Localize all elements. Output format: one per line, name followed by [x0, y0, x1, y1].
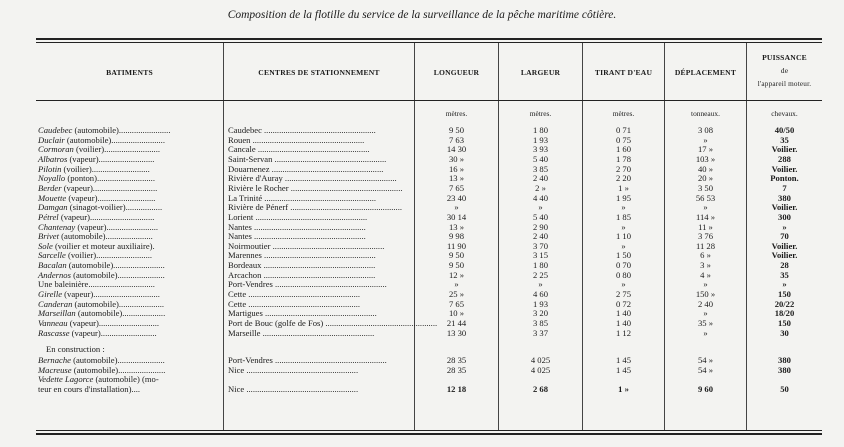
puissance-cell: »: [782, 221, 787, 232]
deplacement-cell: 9 60: [697, 383, 714, 394]
batiment-type: (automobile)....................: [75, 308, 166, 319]
largeur-cell: 5 40: [532, 211, 549, 222]
batiment-type: (voilier)..........................: [65, 250, 153, 261]
batiment-type: (automobile)........................: [72, 125, 171, 135]
largeur-cell: »: [538, 279, 543, 290]
largeur-cell: 2 40: [532, 231, 549, 242]
longueur-cell: 23 40: [446, 192, 467, 203]
batiment-type: (automobile)......................: [59, 231, 153, 242]
largeur-cell: 4 40: [532, 192, 549, 203]
leader-dots: ....................................................: [252, 134, 365, 145]
leader-dots: ....................................................: [265, 308, 377, 319]
unit-puissance: chevaux.: [771, 109, 798, 118]
deplacement-cell: 150 »: [695, 289, 716, 300]
header-tirant: TIRANT D'EAU: [594, 68, 653, 77]
longueur-cell: 13 30: [446, 327, 467, 338]
largeur-cell: 5 40: [532, 153, 549, 164]
centre-cell: Rivière le Rocher ....................................................: [228, 182, 403, 193]
largeur-cell: 4 025: [530, 354, 551, 365]
tirant-cell: 1 85: [615, 211, 632, 222]
header-puissance-moteur: l'appareil moteur.: [757, 80, 812, 88]
tirant-cell: 1 12: [615, 327, 632, 338]
batiment-type: (automobile)........................: [66, 260, 165, 271]
deplacement-cell: 11 »: [698, 221, 713, 232]
largeur-cell: 1 80: [532, 260, 549, 271]
leader-dots: ....................................................: [254, 231, 366, 242]
largeur-cell: 3 15: [532, 250, 549, 261]
batiment-name: Sole: [38, 240, 53, 251]
tirant-cell: 1 »: [618, 182, 629, 193]
puissance-cell: Voilier.: [771, 250, 798, 261]
table-title: Composition de la flotille du service de la surveillance de la pêche maritime côtière.: [227, 9, 617, 21]
leader-dots: ....................................................: [290, 202, 402, 213]
puissance-cell: 300: [778, 211, 791, 222]
batiment-name: Duclair: [38, 134, 65, 145]
longueur-cell: 30 14: [446, 211, 467, 222]
tirant-cell: 0 75: [615, 134, 632, 145]
batiment-type: (automobile)......................: [70, 354, 165, 365]
leader-dots: ....................................................: [290, 182, 403, 193]
largeur-cell: 1 93: [532, 134, 549, 145]
tirant-cell: 0 72: [615, 298, 632, 309]
header-puissance: PUISSANCE: [762, 53, 807, 62]
leader-dots: ....................................................: [255, 211, 368, 222]
header-rule: [36, 100, 822, 101]
deplacement-cell: 114 »: [695, 211, 716, 222]
batiment-name: Vanneau: [38, 318, 68, 328]
leader-dots: ....................................................: [264, 125, 376, 135]
puissance-cell: 70: [780, 231, 789, 242]
batiment-type: (automobile)......................: [70, 269, 165, 280]
centre-cell: Rivière de Pénerf ....................................................: [228, 202, 402, 213]
tirant-cell: 1 »: [618, 383, 629, 394]
longueur-cell: 7 65: [448, 182, 465, 193]
deplacement-cell: »: [703, 308, 708, 319]
longueur-cell: 25 »: [448, 289, 465, 300]
tirant-cell: 0 71: [615, 125, 632, 135]
puissance-cell: 288: [778, 153, 791, 164]
header-deplacement: DÉPLACEMENT: [674, 68, 737, 77]
deplacement-cell: 35 »: [697, 318, 714, 328]
puissance-cell: 150: [778, 318, 791, 328]
puissance-cell: 380: [778, 192, 791, 203]
header-centres: CENTRES DE STATIONNEMENT: [258, 68, 380, 77]
puissance-cell: 50: [780, 383, 789, 394]
batiment-type: (automobile).....................: [72, 298, 165, 309]
leader-dots: ....................................................: [272, 240, 385, 251]
largeur-cell: 3 37: [532, 327, 549, 338]
longueur-cell: 28 35: [446, 364, 467, 375]
deplacement-cell: »: [703, 279, 708, 290]
centre-cell: Cette ....................................................: [228, 289, 361, 300]
batiment-type: (vapeur)..........................: [69, 327, 157, 338]
leader-dots: ....................................................: [271, 163, 384, 174]
leader-dots: ....................................................: [254, 221, 366, 232]
largeur-cell: 4 60: [532, 289, 549, 300]
largeur-cell: 3 85: [532, 163, 549, 174]
tirant-cell: 1 10: [615, 231, 632, 242]
largeur-cell: 2 »: [535, 182, 546, 193]
deplacement-cell: 56 53: [695, 192, 716, 203]
batiment-name: Berder: [38, 182, 62, 193]
batiment-name: Marseillan: [38, 308, 76, 319]
tirant-cell: 1 45: [615, 364, 632, 375]
deplacement-cell: 3 50: [697, 182, 714, 193]
tirant-cell: 1 78: [615, 153, 632, 164]
deplacement-cell: 40 »: [697, 163, 714, 174]
batiment-name: Brivet: [38, 231, 59, 242]
longueur-cell: »: [454, 202, 459, 213]
puissance-cell: 28: [780, 260, 789, 271]
leader-dots: ....................................................: [248, 289, 361, 300]
deplacement-cell: 54 »: [697, 364, 714, 375]
centre-cell: Douarnenez ....................................................: [228, 163, 384, 174]
centre-cell: Port-Vendres ....................................................: [228, 354, 387, 365]
centre-cell: Nice ....................................................: [228, 364, 359, 375]
deplacement-cell: 11 28: [695, 240, 716, 251]
largeur-cell: 2 40: [532, 173, 549, 184]
batiment-name: Cormoran: [38, 144, 74, 155]
top-rule: [36, 38, 822, 40]
longueur-cell: 16 »: [448, 163, 465, 174]
batiment-type: Une baleinière...............................: [38, 279, 155, 290]
bottom-rule-thin: [36, 430, 822, 431]
tirant-cell: »: [621, 240, 626, 251]
batiment-type: (sinagot-voilier).................: [67, 202, 163, 213]
longueur-cell: 30 »: [448, 153, 465, 164]
batiment-name: Macreuse: [38, 364, 72, 375]
puissance-cell: 35: [780, 134, 789, 145]
puissance-cell: 7: [782, 182, 787, 193]
deplacement-cell: 6 »: [700, 250, 711, 261]
unit-tirant: mètres.: [612, 109, 635, 118]
deplacement-cell: 3 76: [697, 231, 714, 242]
batiment-type: (vapeur)...............................: [62, 289, 160, 300]
tirant-cell: 0 80: [615, 269, 632, 280]
col-divider: [223, 43, 224, 430]
batiment-name: Girelle: [38, 289, 63, 300]
bottom-rule: [36, 433, 822, 435]
tirant-cell: 1 40: [615, 318, 632, 328]
header-longueur: LONGUEUR: [433, 68, 480, 77]
puissance-cell: Voilier.: [771, 240, 798, 251]
centre-cell: Nice ....................................................: [228, 383, 359, 394]
centre-cell: Saint-Servan ....................................................: [228, 153, 387, 164]
largeur-cell: 1 93: [532, 298, 549, 309]
longueur-cell: 9 50: [448, 260, 465, 271]
longueur-cell: 13 »: [448, 221, 465, 232]
centre-cell: Nantes ....................................................: [228, 221, 366, 232]
batiment-name: Vedette Lagorce: [38, 374, 94, 385]
batiment-type: (voilier et moteur auxiliaire).: [52, 240, 155, 251]
largeur-cell: 2 68: [532, 383, 549, 394]
largeur-cell: »: [538, 202, 543, 213]
longueur-cell: 11 90: [446, 240, 467, 251]
unit-deplacement: tonneaux.: [691, 109, 720, 118]
puissance-cell: 35: [780, 269, 789, 280]
largeur-cell: 2 25: [532, 269, 549, 280]
batiment-type: (automobile)......................: [71, 364, 166, 375]
centre-cell: Lorient ....................................................: [228, 211, 368, 222]
centre-cell: Rouen ....................................................: [228, 134, 365, 145]
longueur-cell: 14 30: [446, 144, 467, 155]
deplacement-cell: 103 »: [695, 153, 716, 164]
tirant-cell: 2 20: [615, 173, 632, 184]
longueur-cell: 12 »: [448, 269, 465, 280]
centre-cell: Arcachon ....................................................: [228, 269, 376, 280]
batiment-name: Pétrel: [38, 211, 59, 222]
leader-dots: ....................................................: [246, 364, 359, 375]
batiment-type: (vapeur)..............................: [58, 211, 155, 222]
longueur-cell: »: [454, 279, 459, 290]
construction-label: En construction :: [46, 344, 105, 355]
header-largeur: LARGEUR: [520, 68, 561, 77]
leader-dots: ....................................................: [263, 269, 376, 280]
batiment-name: Noyallo: [38, 173, 66, 184]
batiment-name: Bernache: [38, 354, 71, 365]
centre-cell: Martigues ....................................................: [228, 308, 377, 319]
largeur-cell: 1 80: [532, 125, 549, 135]
batiment-name: Caudebec: [38, 125, 73, 135]
puissance-cell: 18/20: [774, 308, 795, 319]
batiment-type: (vapeur)..........................: [67, 153, 155, 164]
centre-cell: Rivière d'Auray ....................................................: [228, 173, 397, 184]
puissance-cell: Voilier.: [771, 163, 798, 174]
puissance-cell: 150: [778, 289, 791, 300]
tirant-cell: 0 70: [615, 260, 632, 271]
tirant-cell: 1 40: [615, 308, 632, 319]
longueur-cell: 21 44: [446, 318, 467, 328]
centre-cell: Noirmoutier ....................................................: [228, 240, 385, 251]
largeur-cell: 3 20: [532, 308, 549, 319]
puissance-cell: Ponton.: [770, 173, 799, 184]
leader-dots: ....................................................: [263, 260, 376, 271]
tirant-cell: 1 95: [615, 192, 632, 203]
batiment-type: (vapeur)..............................: [61, 182, 158, 193]
tirant-cell: »: [621, 221, 626, 232]
batiment-type: (ponton)...........................: [65, 173, 155, 184]
deplacement-cell: »: [703, 327, 708, 338]
leader-dots: ....................................................: [264, 250, 376, 261]
tirant-cell: »: [621, 279, 626, 290]
deplacement-cell: 20 »: [697, 173, 714, 184]
batiment-type: (automobile) (mo-: [93, 374, 159, 385]
puissance-cell: 380: [778, 354, 791, 365]
deplacement-cell: 17 »: [697, 144, 714, 155]
leader-dots: ....................................................: [325, 318, 438, 328]
longueur-cell: 9 50: [448, 250, 465, 261]
leader-dots: ....................................................: [246, 383, 359, 394]
centre-cell: Marseille ....................................................: [228, 327, 375, 338]
largeur-cell: 3 85: [532, 318, 549, 328]
batiment-type: (vapeur)........................: [75, 221, 159, 232]
batiment-name: Sarcelle: [38, 250, 66, 261]
batiment-name: Pilotin: [38, 163, 62, 174]
leader-dots: ....................................................: [275, 279, 387, 290]
header-puissance-de: de: [780, 66, 789, 75]
batiment-name: Mouette: [38, 192, 67, 203]
leader-dots: ....................................................: [248, 298, 361, 309]
puissance-cell: 20/22: [774, 298, 795, 309]
batiment-type: (vapeur)............................: [67, 318, 160, 328]
longueur-cell: 7 63: [448, 134, 465, 145]
fleet-table: [36, 38, 822, 436]
batiment-type: (voilier)...........................: [61, 163, 150, 174]
leader-dots: ....................................................: [284, 173, 397, 184]
longueur-cell: 7 65: [448, 298, 465, 309]
centre-cell: Bordeaux ....................................................: [228, 260, 376, 271]
tirant-cell: 1 45: [615, 354, 632, 365]
batiment-name: Bacalan: [38, 260, 67, 271]
longueur-cell: 10 »: [448, 308, 465, 319]
puissance-cell: 40/50: [774, 125, 795, 135]
centre-cell: Port de Bouc (golfe de Fos) ....................................................: [228, 318, 438, 328]
puissance-cell: 30: [780, 327, 789, 338]
centre-cell: Cancale ....................................................: [228, 144, 370, 155]
deplacement-cell: 3 08: [697, 125, 714, 135]
longueur-cell: 13 »: [448, 173, 465, 184]
unit-longueur: mètres.: [445, 109, 468, 118]
batiment-type: (automobile).........................: [64, 134, 165, 145]
puissance-cell: Voilier.: [771, 202, 798, 213]
deplacement-cell: 2 40: [697, 298, 714, 309]
batiment-name: Damgan: [38, 202, 68, 213]
batiment-name: Canderan: [38, 298, 73, 309]
largeur-cell: 3 70: [532, 240, 549, 251]
header-batiments: BATIMENTS: [106, 68, 153, 77]
puissance-cell: »: [782, 279, 787, 290]
centre-cell: Caudebec ....................................................: [228, 125, 376, 135]
deplacement-cell: 3 »: [700, 260, 711, 271]
leader-dots: ....................................................: [257, 144, 370, 155]
centre-cell: Marennes ....................................................: [228, 250, 376, 261]
puissance-cell: 380: [778, 364, 791, 375]
deplacement-cell: 54 »: [697, 354, 714, 365]
leader-dots: ....................................................: [262, 327, 375, 338]
batiment-cell: [38, 329, 223, 339]
batiment-name: Rascasse: [38, 327, 70, 338]
largeur-cell: 4 025: [530, 364, 551, 375]
tirant-cell: »: [621, 202, 626, 213]
largeur-cell: 3 93: [532, 144, 549, 155]
longueur-cell: 9 98: [448, 231, 465, 242]
batiment-name: Chantenay: [38, 221, 76, 232]
deplacement-cell: »: [703, 134, 708, 145]
deplacement-cell: 4 »: [700, 269, 711, 280]
leader-dots: ....................................................: [274, 153, 387, 164]
longueur-cell: 28 35: [446, 354, 467, 365]
top-rule-thin: [36, 42, 822, 43]
batiment-type: (voilier)..........................: [73, 144, 160, 155]
largeur-cell: 2 90: [532, 221, 549, 232]
batiment-name: Albatros: [38, 153, 68, 164]
deplacement-cell: »: [703, 202, 708, 213]
batiment-type: (vapeur)...........................: [66, 192, 156, 203]
centre-cell: Cette ....................................................: [228, 298, 361, 309]
centre-cell: Nantes ....................................................: [228, 231, 366, 242]
batiment-name: Andernos: [38, 269, 71, 280]
tirant-cell: 1 50: [615, 250, 632, 261]
centre-cell: La Trinité ....................................................: [228, 192, 377, 203]
centre-cell: Port-Vendres ....................................................: [228, 279, 387, 290]
leader-dots: ....................................................: [264, 192, 377, 203]
leader-dots: ....................................................: [275, 354, 387, 365]
longueur-cell: 12 18: [446, 383, 467, 394]
tirant-cell: 2 75: [615, 289, 632, 300]
unit-largeur: mètres.: [529, 109, 552, 118]
vedette-line2: teur en cours d'installation)....: [38, 383, 141, 394]
tirant-cell: 2 70: [615, 163, 632, 174]
longueur-cell: 9 50: [448, 125, 465, 135]
puissance-cell: Voilier.: [771, 144, 798, 155]
tirant-cell: 1 60: [615, 144, 632, 155]
